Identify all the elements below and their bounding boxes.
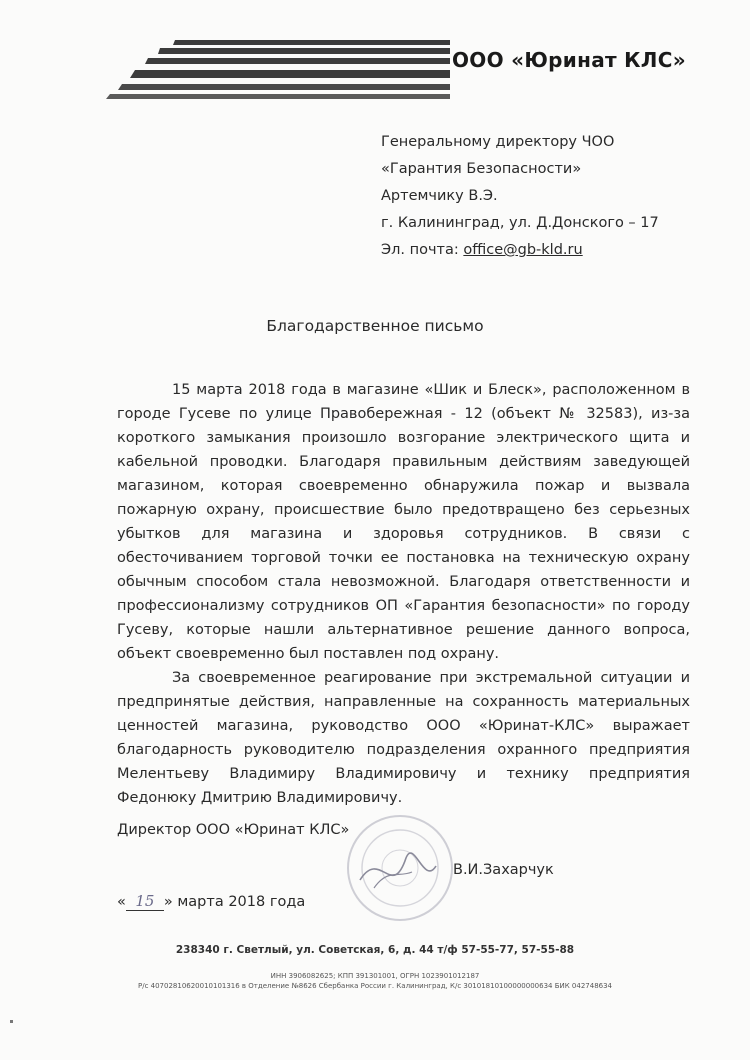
date-close-quote: » bbox=[163, 894, 173, 910]
letter-body bbox=[117, 378, 690, 810]
addressee-organization: «Гарантия Безопасности» bbox=[381, 161, 582, 177]
date-day-handwritten: 15 bbox=[126, 892, 164, 911]
addressee-block bbox=[381, 129, 659, 264]
company-name: ООО «Юринат КЛС» bbox=[452, 48, 686, 72]
date-rest: марта 2018 года bbox=[172, 894, 306, 910]
letter-title: Благодарственное письмо bbox=[266, 317, 484, 335]
scan-mark bbox=[10, 1020, 13, 1023]
footer-address: 238340 г. Светлый, ул. Советская, 6, д. 44 т/ф 57-55-77, 57-55-88 bbox=[175, 944, 575, 956]
body-paragraph-2: За своевременное реагирование при экстремальной ситуации и предпринятые действия, направленные на сохранность материальных ценностей магазина, руководство ООО «Юринат-КЛС» выражает благодарность руководителю подразделения охранного предприятия Мелентьеву Владимиру Владимировичу и технику предприятия Федонюку Дмитрию Владимировичу. bbox=[117, 670, 690, 806]
addressee-address: г. Калининград, ул. Д.Донского – 17 bbox=[381, 215, 659, 231]
signatory-name: В.И.Захарчук bbox=[453, 862, 554, 878]
footer-requisites-2: Р/с 40702810620010101316 в Отделение №8626 Сбербанка России г. Калининград, К/с 30101810100000000634 БИК 042748634 bbox=[137, 982, 613, 990]
date-open-quote: « bbox=[117, 894, 126, 910]
body-paragraph-1: 15 марта 2018 года в магазине «Шик и Блеск», расположенном в городе Гусеве по улице Правобережная - 12 (объект № 32583), из-за короткого замыкания произошло возгорание электрического щита и кабельной проводки. Благодаря правильным действиям заведующей магазином, которая своевременно обнаружила пожар и вызвала пожарную охрану, происшествие было предотвращено без серьезных убытков для магазина и здоровья сотрудников. В связи с обесточиванием торговой точки ее постановка на техническую охрану обычным способом стала невозможной. Благодаря ответственности и профессионализму сотрудников ОП «Гарантия безопасности» по городу Гусеву, которые нашли альтернативное решение данного вопроса, объект своевременно был поставлен под охрану. bbox=[117, 382, 690, 662]
email-label: Эл. почта: bbox=[381, 242, 464, 258]
addressee-name: Артемчику В.Э. bbox=[381, 188, 498, 204]
letter-date bbox=[117, 892, 305, 911]
addressee-email-line bbox=[381, 237, 659, 264]
footer-requisites-1: ИНН 3906082625; КПП 391301001, ОГРН 1023901012187 bbox=[270, 972, 480, 980]
addressee-position: Генеральному директору ЧОО bbox=[381, 134, 615, 150]
signatory-role: Директор ООО «Юринат КЛС» bbox=[117, 822, 350, 838]
email-link[interactable]: office@gb-kld.ru bbox=[463, 242, 583, 258]
header-stripes bbox=[60, 40, 450, 100]
company-seal bbox=[340, 808, 460, 928]
